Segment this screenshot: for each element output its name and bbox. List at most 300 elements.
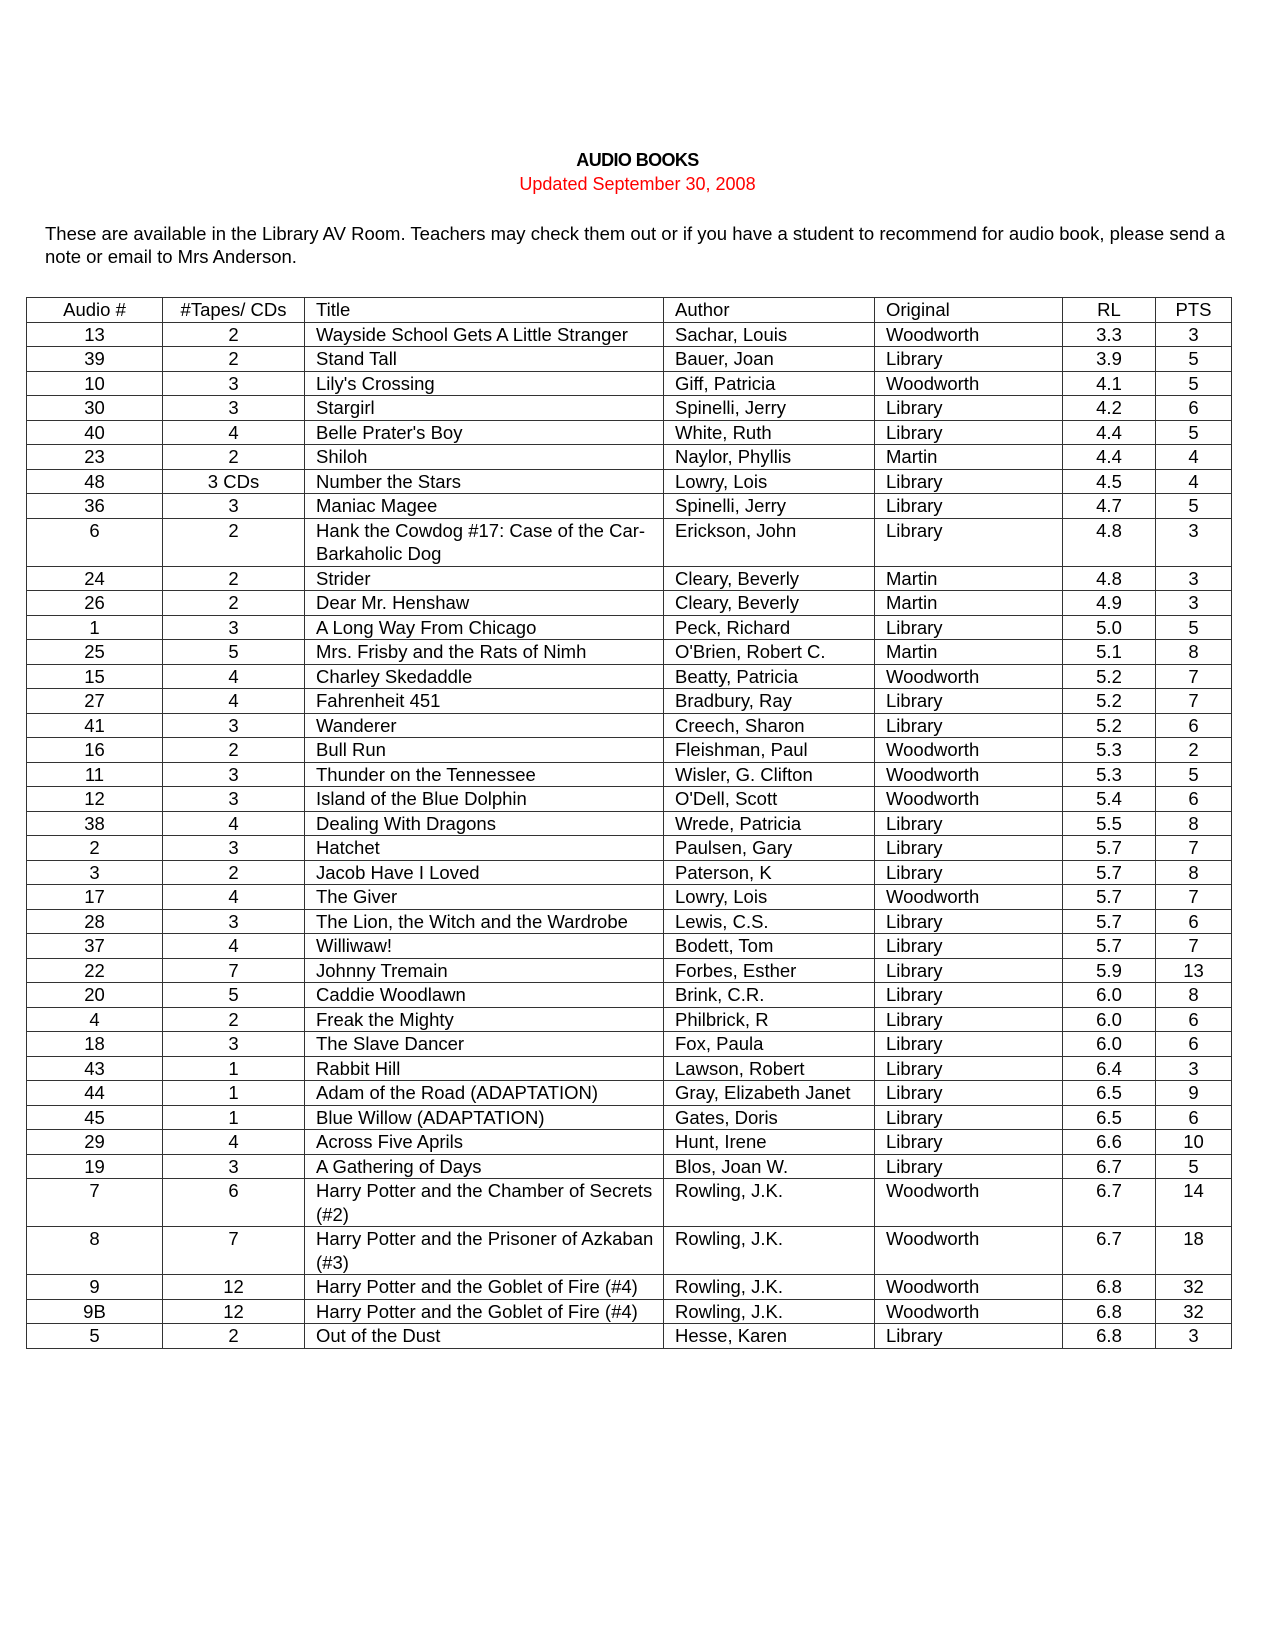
cell-audio-number: 25 [27,640,163,665]
cell-author: Rowling, J.K. [664,1179,875,1227]
cell-reading-level: 5.2 [1063,689,1156,714]
cell-title: The Lion, the Witch and the Wardrobe [305,909,664,934]
cell-reading-level: 6.7 [1063,1227,1156,1275]
cell-reading-level: 5.2 [1063,713,1156,738]
cell-points: 5 [1156,371,1232,396]
cell-author: Rowling, J.K. [664,1275,875,1300]
cell-original: Library [875,983,1063,1008]
cell-original: Library [875,909,1063,934]
cell-title: A Gathering of Days [305,1154,664,1179]
cell-reading-level: 6.0 [1063,1007,1156,1032]
table-row [27,909,1232,934]
cell-audio-number: 19 [27,1154,163,1179]
cell-points: 10 [1156,1130,1232,1155]
cell-title: A Long Way From Chicago [305,615,664,640]
cell-audio-number: 41 [27,713,163,738]
cell-reading-level: 6.0 [1063,1032,1156,1057]
cell-reading-level: 6.8 [1063,1324,1156,1349]
cell-author: Philbrick, R [664,1007,875,1032]
cell-title: Wayside School Gets A Little Stranger [305,322,664,347]
cell-title: Strider [305,566,664,591]
cell-author: O'Dell, Scott [664,787,875,812]
table-row [27,396,1232,421]
cell-author: Rowling, J.K. [664,1227,875,1275]
audio-books-table [26,297,1232,1349]
cell-audio-number: 38 [27,811,163,836]
cell-tapes-cds: 4 [163,420,305,445]
cell-author: Lewis, C.S. [664,909,875,934]
cell-points: 3 [1156,591,1232,616]
cell-audio-number: 36 [27,494,163,519]
cell-tapes-cds: 2 [163,566,305,591]
cell-audio-number: 44 [27,1081,163,1106]
cell-reading-level: 5.7 [1063,836,1156,861]
cell-reading-level: 6.6 [1063,1130,1156,1155]
table-row [27,1007,1232,1032]
table-row [27,738,1232,763]
cell-reading-level: 4.8 [1063,518,1156,566]
cell-title: Williwaw! [305,934,664,959]
cell-author: Paterson, K [664,860,875,885]
cell-audio-number: 37 [27,934,163,959]
cell-original: Woodworth [875,738,1063,763]
table-row [27,469,1232,494]
cell-title: Wanderer [305,713,664,738]
cell-author: Lowry, Lois [664,885,875,910]
cell-title: Mrs. Frisby and the Rats of Nimh [305,640,664,665]
cell-original: Library [875,396,1063,421]
cell-reading-level: 6.5 [1063,1081,1156,1106]
cell-original: Library [875,958,1063,983]
table-row [27,1032,1232,1057]
cell-title: The Giver [305,885,664,910]
cell-reading-level: 4.4 [1063,420,1156,445]
cell-tapes-cds: 7 [163,1227,305,1275]
cell-original: Library [875,1154,1063,1179]
table-row [27,860,1232,885]
cell-reading-level: 4.1 [1063,371,1156,396]
cell-title: Blue Willow (ADAPTATION) [305,1105,664,1130]
cell-original: Library [875,494,1063,519]
cell-original: Martin [875,445,1063,470]
table-row [27,983,1232,1008]
cell-tapes-cds: 6 [163,1179,305,1227]
cell-audio-number: 7 [27,1179,163,1227]
table-row [27,615,1232,640]
cell-audio-number: 24 [27,566,163,591]
table-row [27,664,1232,689]
cell-points: 5 [1156,762,1232,787]
cell-points: 2 [1156,738,1232,763]
cell-reading-level: 5.0 [1063,615,1156,640]
cell-audio-number: 48 [27,469,163,494]
cell-audio-number: 30 [27,396,163,421]
cell-author: O'Brien, Robert C. [664,640,875,665]
cell-title: Charley Skedaddle [305,664,664,689]
cell-author: Blos, Joan W. [664,1154,875,1179]
cell-original: Woodworth [875,885,1063,910]
cell-reading-level: 5.3 [1063,762,1156,787]
cell-tapes-cds: 3 [163,371,305,396]
cell-original: Library [875,420,1063,445]
cell-tapes-cds: 3 [163,396,305,421]
cell-audio-number: 9 [27,1275,163,1300]
cell-reading-level: 4.2 [1063,396,1156,421]
cell-tapes-cds: 2 [163,518,305,566]
cell-tapes-cds: 3 [163,1154,305,1179]
cell-author: Rowling, J.K. [664,1299,875,1324]
cell-original: Library [875,689,1063,714]
table-row [27,1179,1232,1227]
table-row [27,836,1232,861]
cell-tapes-cds: 2 [163,1324,305,1349]
cell-author: Lowry, Lois [664,469,875,494]
table-row [27,885,1232,910]
cell-audio-number: 23 [27,445,163,470]
table-row [27,958,1232,983]
cell-original: Woodworth [875,1227,1063,1275]
cell-audio-number: 28 [27,909,163,934]
cell-original: Library [875,1032,1063,1057]
cell-audio-number: 4 [27,1007,163,1032]
cell-original: Library [875,1105,1063,1130]
table-row [27,445,1232,470]
cell-title: Harry Potter and the Goblet of Fire (#4) [305,1275,664,1300]
cell-original: Library [875,836,1063,861]
cell-original: Library [875,1056,1063,1081]
cell-tapes-cds: 7 [163,958,305,983]
cell-tapes-cds: 2 [163,738,305,763]
table-row [27,1130,1232,1155]
cell-audio-number: 11 [27,762,163,787]
cell-reading-level: 5.3 [1063,738,1156,763]
cell-tapes-cds: 1 [163,1081,305,1106]
table-row [27,591,1232,616]
cell-reading-level: 4.5 [1063,469,1156,494]
cell-author: Giff, Patricia [664,371,875,396]
cell-author: Wrede, Patricia [664,811,875,836]
cell-original: Library [875,811,1063,836]
cell-reading-level: 4.7 [1063,494,1156,519]
cell-reading-level: 6.7 [1063,1179,1156,1227]
cell-title: Stand Tall [305,347,664,372]
cell-author: Naylor, Phyllis [664,445,875,470]
cell-title: Maniac Magee [305,494,664,519]
cell-title: Rabbit Hill [305,1056,664,1081]
cell-audio-number: 12 [27,787,163,812]
cell-author: Hesse, Karen [664,1324,875,1349]
table-row [27,1081,1232,1106]
cell-author: Creech, Sharon [664,713,875,738]
cell-title: Adam of the Road (ADAPTATION) [305,1081,664,1106]
cell-title: Caddie Woodlawn [305,983,664,1008]
table-row [27,494,1232,519]
cell-title: Jacob Have I Loved [305,860,664,885]
cell-original: Woodworth [875,322,1063,347]
cell-tapes-cds: 3 [163,836,305,861]
cell-title: Harry Potter and the Prisoner of Azkaban (#3) [305,1227,664,1275]
cell-tapes-cds: 3 CDs [163,469,305,494]
cell-author: Spinelli, Jerry [664,396,875,421]
cell-reading-level: 4.8 [1063,566,1156,591]
cell-points: 6 [1156,713,1232,738]
cell-reading-level: 6.8 [1063,1275,1156,1300]
cell-points: 7 [1156,885,1232,910]
cell-tapes-cds: 5 [163,983,305,1008]
cell-tapes-cds: 3 [163,494,305,519]
cell-original: Library [875,615,1063,640]
cell-author: Spinelli, Jerry [664,494,875,519]
table-row [27,1275,1232,1300]
cell-tapes-cds: 2 [163,591,305,616]
cell-title: Dear Mr. Henshaw [305,591,664,616]
cell-points: 6 [1156,1007,1232,1032]
table-row [27,1299,1232,1324]
cell-tapes-cds: 4 [163,934,305,959]
cell-author: Cleary, Beverly [664,591,875,616]
cell-points: 7 [1156,689,1232,714]
cell-author: Paulsen, Gary [664,836,875,861]
cell-audio-number: 45 [27,1105,163,1130]
header-original: Original [875,298,1063,323]
cell-points: 13 [1156,958,1232,983]
header-audio-number: Audio # [27,298,163,323]
cell-points: 7 [1156,664,1232,689]
cell-original: Woodworth [875,664,1063,689]
cell-original: Library [875,713,1063,738]
cell-reading-level: 6.4 [1063,1056,1156,1081]
cell-audio-number: 9B [27,1299,163,1324]
cell-title: Bull Run [305,738,664,763]
cell-audio-number: 3 [27,860,163,885]
cell-author: Fox, Paula [664,1032,875,1057]
header-title: Title [305,298,664,323]
cell-tapes-cds: 2 [163,322,305,347]
cell-author: Bradbury, Ray [664,689,875,714]
cell-original: Library [875,518,1063,566]
table-row [27,1105,1232,1130]
cell-author: White, Ruth [664,420,875,445]
table-row [27,762,1232,787]
cell-audio-number: 6 [27,518,163,566]
cell-points: 6 [1156,909,1232,934]
header-rl: RL [1063,298,1156,323]
cell-original: Woodworth [875,762,1063,787]
cell-points: 3 [1156,322,1232,347]
cell-audio-number: 17 [27,885,163,910]
cell-points: 6 [1156,1105,1232,1130]
cell-reading-level: 5.1 [1063,640,1156,665]
intro-paragraph: These are available in the Library AV Room. Teachers may check them out or if you have a student to recommend for audio book, please send a note or email to Mrs Anderson. [45,223,1225,267]
table-row [27,1324,1232,1349]
cell-original: Woodworth [875,1179,1063,1227]
cell-author: Gray, Elizabeth Janet [664,1081,875,1106]
table-row [27,787,1232,812]
table-row [27,811,1232,836]
cell-audio-number: 43 [27,1056,163,1081]
cell-audio-number: 5 [27,1324,163,1349]
cell-points: 8 [1156,640,1232,665]
cell-points: 6 [1156,787,1232,812]
cell-title: Fahrenheit 451 [305,689,664,714]
cell-title: Freak the Mighty [305,1007,664,1032]
cell-tapes-cds: 2 [163,860,305,885]
cell-original: Woodworth [875,371,1063,396]
cell-author: Bauer, Joan [664,347,875,372]
cell-original: Library [875,1007,1063,1032]
cell-title: Hatchet [305,836,664,861]
table-row [27,518,1232,566]
cell-reading-level: 6.7 [1063,1154,1156,1179]
cell-title: Thunder on the Tennessee [305,762,664,787]
cell-audio-number: 27 [27,689,163,714]
cell-tapes-cds: 2 [163,347,305,372]
cell-points: 14 [1156,1179,1232,1227]
cell-tapes-cds: 5 [163,640,305,665]
table-row [27,322,1232,347]
cell-author: Erickson, John [664,518,875,566]
table-row [27,1227,1232,1275]
cell-author: Forbes, Esther [664,958,875,983]
cell-reading-level: 6.5 [1063,1105,1156,1130]
cell-points: 6 [1156,1032,1232,1057]
cell-title: Lily's Crossing [305,371,664,396]
cell-points: 3 [1156,518,1232,566]
cell-tapes-cds: 3 [163,909,305,934]
cell-title: Dealing With Dragons [305,811,664,836]
cell-author: Peck, Richard [664,615,875,640]
cell-points: 5 [1156,615,1232,640]
cell-original: Woodworth [875,1299,1063,1324]
cell-reading-level: 5.9 [1063,958,1156,983]
cell-author: Lawson, Robert [664,1056,875,1081]
cell-audio-number: 10 [27,371,163,396]
cell-points: 4 [1156,445,1232,470]
header-tapes-cds: #Tapes/ CDs [163,298,305,323]
cell-audio-number: 40 [27,420,163,445]
table-row [27,1154,1232,1179]
cell-title: Number the Stars [305,469,664,494]
cell-tapes-cds: 2 [163,1007,305,1032]
cell-original: Library [875,1081,1063,1106]
cell-points: 32 [1156,1299,1232,1324]
header-author: Author [664,298,875,323]
cell-original: Library [875,1324,1063,1349]
cell-tapes-cds: 12 [163,1299,305,1324]
cell-author: Bodett, Tom [664,934,875,959]
cell-title: Island of the Blue Dolphin [305,787,664,812]
cell-original: Martin [875,566,1063,591]
table-row [27,347,1232,372]
cell-points: 3 [1156,1324,1232,1349]
cell-title: The Slave Dancer [305,1032,664,1057]
cell-points: 8 [1156,860,1232,885]
cell-points: 8 [1156,811,1232,836]
table-row [27,689,1232,714]
cell-original: Library [875,860,1063,885]
cell-audio-number: 18 [27,1032,163,1057]
cell-original: Library [875,1130,1063,1155]
cell-audio-number: 16 [27,738,163,763]
cell-reading-level: 5.5 [1063,811,1156,836]
cell-tapes-cds: 3 [163,762,305,787]
cell-tapes-cds: 4 [163,689,305,714]
cell-reading-level: 5.7 [1063,934,1156,959]
cell-tapes-cds: 3 [163,1032,305,1057]
cell-reading-level: 5.7 [1063,909,1156,934]
cell-title: Out of the Dust [305,1324,664,1349]
cell-author: Brink, C.R. [664,983,875,1008]
cell-points: 5 [1156,494,1232,519]
table-row [27,420,1232,445]
document-title: AUDIO BOOKS [576,150,699,170]
table-row [27,640,1232,665]
cell-title: Stargirl [305,396,664,421]
cell-reading-level: 4.4 [1063,445,1156,470]
cell-original: Woodworth [875,787,1063,812]
cell-title: Harry Potter and the Chamber of Secrets (#2) [305,1179,664,1227]
cell-audio-number: 20 [27,983,163,1008]
cell-original: Library [875,934,1063,959]
cell-audio-number: 39 [27,347,163,372]
cell-points: 5 [1156,1154,1232,1179]
cell-original: Martin [875,640,1063,665]
cell-title: Belle Prater's Boy [305,420,664,445]
cell-original: Library [875,469,1063,494]
cell-points: 9 [1156,1081,1232,1106]
cell-title: Across Five Aprils [305,1130,664,1155]
cell-tapes-cds: 12 [163,1275,305,1300]
cell-author: Sachar, Louis [664,322,875,347]
cell-audio-number: 2 [27,836,163,861]
cell-original: Woodworth [875,1275,1063,1300]
cell-audio-number: 1 [27,615,163,640]
cell-title: Hank the Cowdog #17: Case of the Car-Barkaholic Dog [305,518,664,566]
cell-tapes-cds: 1 [163,1105,305,1130]
cell-reading-level: 3.3 [1063,322,1156,347]
table-row [27,1056,1232,1081]
cell-author: Fleishman, Paul [664,738,875,763]
cell-title: Harry Potter and the Goblet of Fire (#4) [305,1299,664,1324]
cell-reading-level: 6.0 [1063,983,1156,1008]
cell-audio-number: 8 [27,1227,163,1275]
cell-reading-level: 5.4 [1063,787,1156,812]
cell-author: Cleary, Beverly [664,566,875,591]
cell-points: 5 [1156,420,1232,445]
cell-author: Gates, Doris [664,1105,875,1130]
cell-reading-level: 5.2 [1063,664,1156,689]
cell-points: 4 [1156,469,1232,494]
cell-points: 3 [1156,566,1232,591]
cell-author: Wisler, G. Clifton [664,762,875,787]
table-row [27,371,1232,396]
header-pts: PTS [1156,298,1232,323]
cell-audio-number: 15 [27,664,163,689]
table-header-row [27,298,1232,323]
cell-tapes-cds: 4 [163,811,305,836]
cell-reading-level: 4.9 [1063,591,1156,616]
cell-points: 32 [1156,1275,1232,1300]
cell-title: Johnny Tremain [305,958,664,983]
cell-points: 7 [1156,934,1232,959]
cell-title: Shiloh [305,445,664,470]
cell-tapes-cds: 2 [163,445,305,470]
cell-reading-level: 5.7 [1063,860,1156,885]
cell-tapes-cds: 4 [163,885,305,910]
cell-audio-number: 29 [27,1130,163,1155]
cell-reading-level: 5.7 [1063,885,1156,910]
cell-audio-number: 26 [27,591,163,616]
